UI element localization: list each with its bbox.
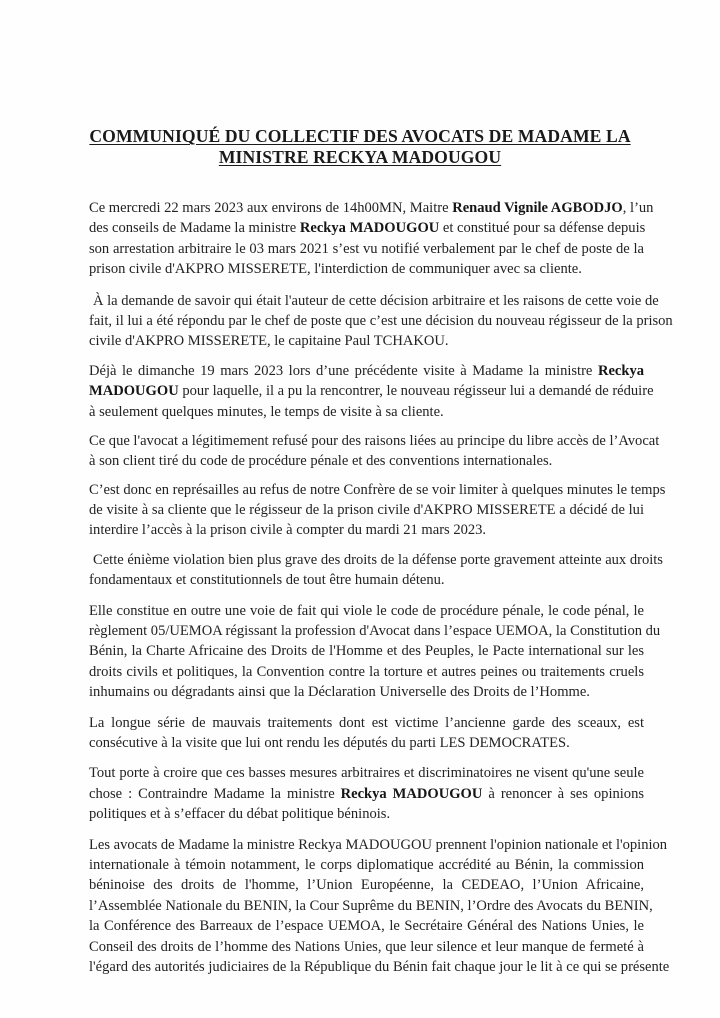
paragraph-p5 [89, 480, 666, 541]
text-run: règlement 05/UEMOA régissant la profession d'Avocat dans l’espace UEMOA, la Constitution du [89, 623, 661, 640]
text-line [89, 239, 644, 259]
text-run: Ce mercredi 22 mars 2023 aux environs de 14h00MN, Maitre [89, 200, 453, 216]
text-run: à seulement quelques minutes, le temps de visite à sa cliente. [89, 403, 444, 420]
text-run: La longue série de mauvais traitements dont est victime l’ancienne garde des sceaux, est [89, 714, 644, 731]
bold-name: Reckya [597, 362, 644, 379]
paragraph-gap [89, 591, 644, 601]
text-line [89, 431, 660, 451]
text-line [89, 763, 644, 783]
text-run: à son client tiré du code de procédure pénale et des conventions internationales. [89, 453, 553, 470]
text-line [89, 733, 644, 753]
text-run: politiques et à s’effacer du débat politique béninois. [89, 806, 391, 823]
text-line [89, 682, 644, 702]
text-run: l’Assemblée Nationale du BENIN, la Cour Suprême du BENIN, l’Ordre des Avocats du BENIN, [89, 897, 653, 914]
paragraph-gap [89, 422, 644, 431]
paragraph-gap [89, 280, 644, 291]
text-run: chose : Contraindre Madame la ministre [89, 785, 341, 802]
text-run: fait, il lui a été répondu par le chef de poste que c’est une décision du nouveau régisseur de la prison [89, 312, 673, 329]
paragraph-gap [89, 753, 644, 763]
text-run: Tout porte à croire que ces basses mesures arbitraires et discriminatoires ne visent qu'une seule [89, 765, 644, 782]
paragraph-gap [89, 352, 644, 361]
text-line [89, 500, 644, 520]
text-run: internationale à témoin notamment, le corps diplomatique accrédité au Bénin, la commission [89, 856, 644, 873]
bold-name: Renaud Vignile AGBODJO [452, 200, 623, 216]
paragraph-p10 [89, 835, 670, 978]
text-run: Cette énième violation bien plus grave des droits de la défense porte gravement atteinte aux droits [93, 551, 663, 568]
text-run: la Conférence des Barreaux de l’espace UEMOA, le Secrétaire Général des Nations Unies, le [89, 918, 644, 935]
text-run: Bénin, la Charte Africaine des Droits de l'Homme et des Peuples, le Pacte international sur les [89, 643, 644, 660]
paragraph-p9 [89, 763, 644, 824]
text-run: béninoise des droits de l'homme, l’Union Européenne, la CEDEAO, l’Union Africaine, [89, 877, 644, 894]
text-line [89, 381, 654, 401]
text-line [89, 937, 644, 957]
text-line [89, 875, 644, 895]
bold-name: Reckya MADOUGOU [299, 220, 440, 237]
text-run: son arrestation arbitraire le 03 mars 2021 s’est vu notifié verbalement par le chef de poste de la [89, 240, 644, 257]
text-line [89, 784, 644, 804]
text-run: de visite à sa cliente que le régisseur de la prison civile d'AKPRO MISSERETE a décidé de lui [89, 502, 644, 519]
text-line [89, 916, 644, 936]
text-line [89, 451, 644, 471]
text-line [89, 550, 663, 570]
paragraph-p2 [89, 291, 673, 352]
paragraph-p6 [89, 550, 663, 591]
text-line [89, 331, 644, 351]
text-run: à renoncer à ses opinions [482, 785, 645, 802]
text-line [89, 835, 668, 855]
paragraph-gap [89, 472, 644, 480]
text-line [89, 855, 644, 875]
document-body [89, 198, 673, 977]
text-line [89, 311, 673, 331]
text-line [89, 601, 644, 621]
text-line [89, 896, 653, 916]
bold-name: Reckya MADOUGOU [340, 785, 483, 802]
paragraph-p8 [89, 713, 644, 754]
text-run: Les avocats de Madame la ministre Reckya MADOUGOU prennent l'opinion nationale et l'opinion [89, 836, 668, 853]
bold-name: MADOUGOU [89, 383, 179, 400]
text-line [89, 402, 644, 422]
paragraph-gap [89, 541, 644, 550]
document-title [60, 126, 660, 167]
text-run: civile d'AKPRO MISSERETE, le capitaine Paul TCHAKOU. [89, 333, 449, 350]
text-line [89, 198, 654, 218]
title-line-1: COMMUNIQUÉ DU COLLECTIF DES AVOCATS DE MADAME LA [89, 126, 631, 146]
text-run: droits civils et politiques, la Convention contre la torture et autres peines ou traitements cruels [89, 663, 644, 680]
text-line [89, 361, 644, 381]
text-run: À la demande de savoir qui était l'auteur de cette décision arbitraire et les raisons de cette voie de [93, 292, 659, 309]
text-line [89, 570, 644, 590]
text-line [89, 291, 659, 311]
text-run: , l’un [622, 200, 654, 216]
text-run: C’est donc en représailles au refus de notre Confrère de se voir limiter à quelques minutes le temps [89, 481, 666, 498]
text-line [89, 957, 670, 977]
text-line [89, 662, 644, 682]
paragraph-p7 [89, 601, 661, 703]
paragraph-p4 [89, 431, 660, 472]
text-run: fondamentaux et constitutionnels de tout être humain détenu. [89, 572, 445, 589]
paragraph-gap [89, 703, 644, 713]
paragraph-gap [89, 825, 644, 835]
text-run: des conseils de Madame la ministre [89, 220, 300, 237]
text-line [89, 218, 644, 238]
text-line [89, 713, 644, 733]
text-line [89, 621, 661, 641]
paragraph-p3 [89, 361, 654, 422]
text-run: et constitué pour sa défense depuis [439, 220, 646, 237]
text-run: Elle constitue en outre une voie de fait qui viole le code de procédure pénale, le code pénal, le [89, 602, 644, 619]
paragraph-p1 [89, 198, 654, 280]
title-line-2: MINISTRE RECKYA MADOUGOU [218, 146, 502, 167]
text-line [89, 480, 666, 500]
text-run: interdire l’accès à la prison civile à compter du mardi 21 mars 2023. [89, 522, 487, 539]
text-line [89, 520, 644, 540]
text-line [89, 259, 644, 279]
text-run: Conseil des droits de l’homme des Nations Unies, que leur silence et leur manque de fermeté à [89, 938, 644, 955]
text-run: prison civile d'AKPRO MISSERETE, l'interdiction de communiquer avec sa cliente. [89, 261, 582, 278]
text-run: l'égard des autorités judiciaires de la République du Bénin fait chaque jour le lit à ce qui se présente [89, 958, 670, 975]
text-line [89, 641, 644, 661]
text-run: inhumains ou dégradants ainsi que la Déclaration Universelle des Droits de l’Homme. [89, 684, 590, 701]
text-line [89, 804, 644, 824]
text-run: Déjà le dimanche 19 mars 2023 lors d’une précédente visite à Madame la ministre [89, 362, 598, 379]
text-run: consécutive à la visite que lui ont rendu les députés du parti LES DEMOCRATES. [89, 734, 570, 751]
text-run: pour laquelle, il a pu la rencontrer, le nouveau régisseur lui a demandé de réduire [178, 383, 654, 400]
text-run: Ce que l'avocat a légitimement refusé pour des raisons liées au principe du libre accès de l’Avocat [89, 432, 660, 449]
